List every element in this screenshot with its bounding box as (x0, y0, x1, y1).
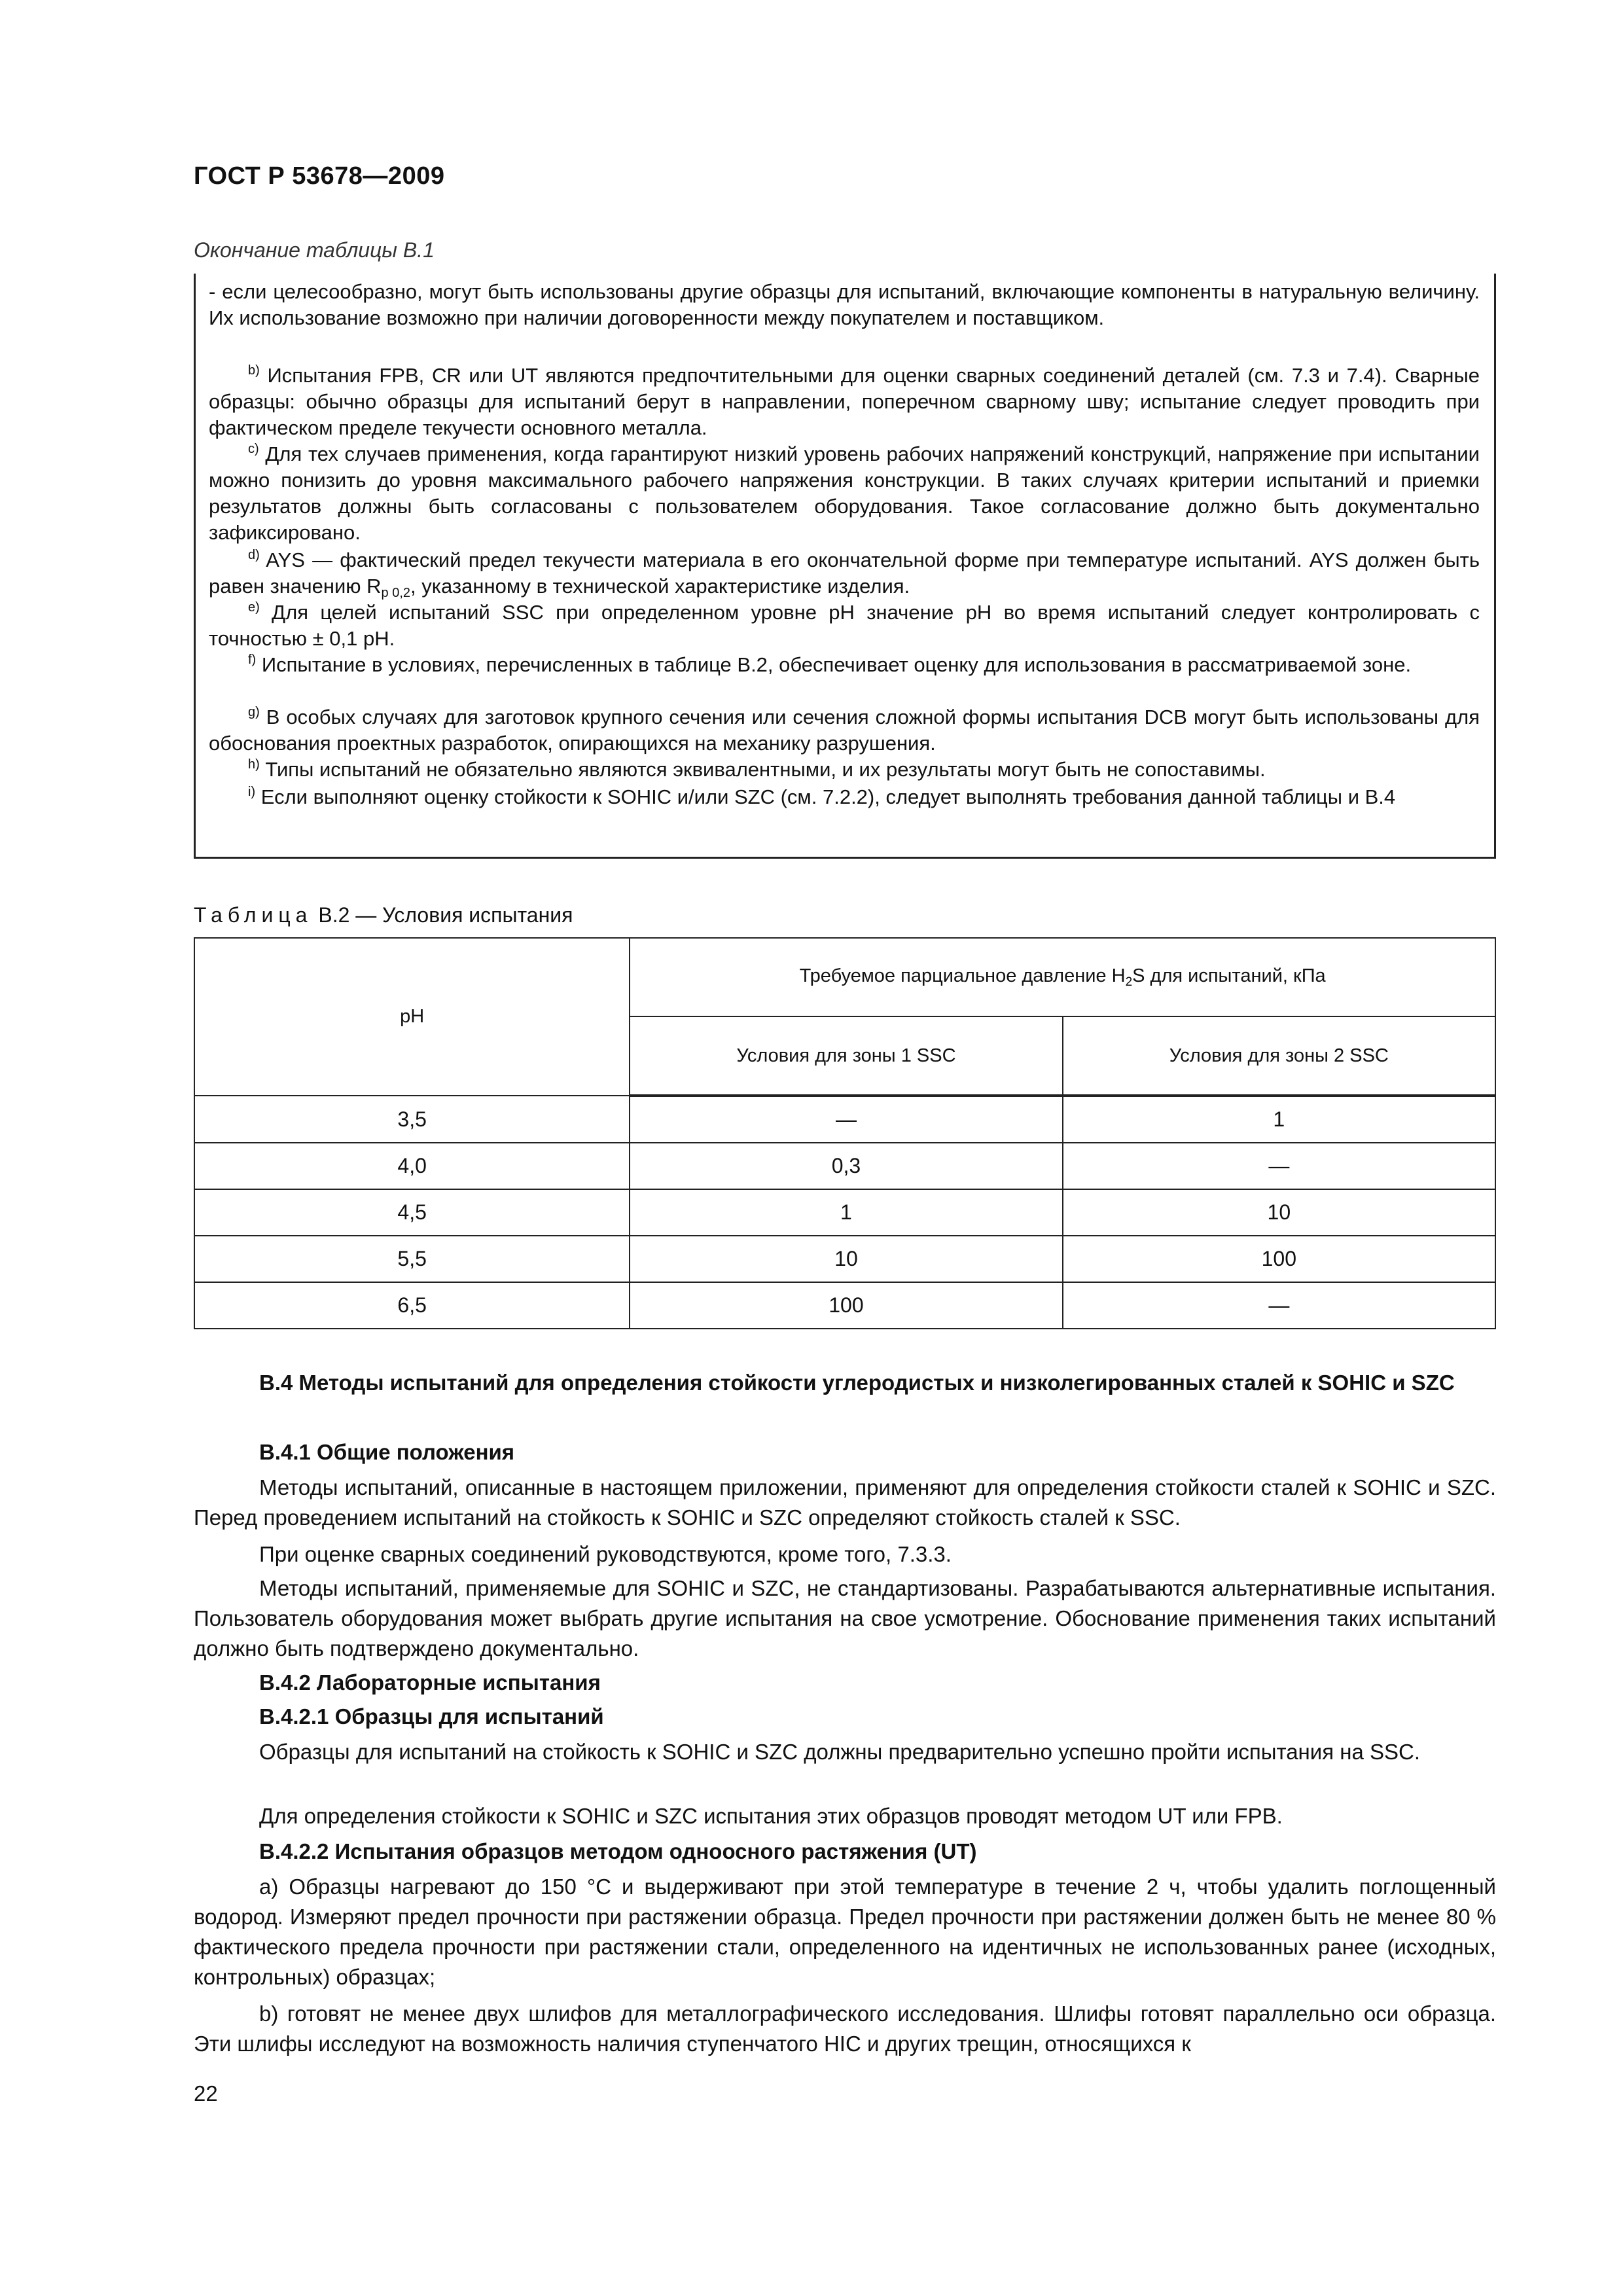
table-row (194, 1236, 1495, 1282)
note-e (209, 594, 1480, 652)
table-row (194, 1096, 1495, 1143)
cell-zone1: — (630, 1096, 1062, 1143)
note-h-text: Типы испытаний не обязательно являются эквивалентными, и их результаты могут быть не сопоставимы. (265, 758, 1266, 781)
paragraph-not-standardized: Методы испытаний, применяемые для SOHIC и SZC, не стандартизованы. Разрабатываются альтернативные испытания. Пользователь оборудования может выбрать другие испытания на свое усмотрение. Обоснование применения таких испытаний должно быть подтверждено документально. (194, 1576, 1496, 1660)
cell-zone1: 10 (630, 1236, 1062, 1282)
header-pressure-subscript: 2 (1125, 975, 1133, 989)
note-g (209, 699, 1480, 757)
cell-zone2: 1 (1063, 1096, 1495, 1143)
header-zone2: Условия для зоны 2 SSC (1063, 1016, 1495, 1096)
note-f-marker: f) (248, 653, 257, 667)
page-number: 22 (194, 2081, 218, 2106)
note-d-text-end: , указанному в технической характеристике изделия. (410, 575, 910, 598)
note-d-marker: d) (248, 548, 260, 562)
cell-zone1: 100 (630, 1282, 1062, 1329)
table-row (194, 1282, 1495, 1329)
cell-ph: 4,5 (194, 1189, 630, 1236)
cell-ph: 6,5 (194, 1282, 630, 1329)
note-h (209, 751, 1480, 783)
note-h-marker: h) (248, 757, 260, 772)
section-b422-heading: В.4.2.2 Испытания образцов методом одноосного растяжения (UT) (259, 1839, 977, 1863)
header-zone1: Условия для зоны 1 SSC (630, 1016, 1062, 1096)
header-pressure-text: Требуемое парциальное давление H (799, 965, 1126, 986)
note-g-marker: g) (248, 705, 260, 719)
paragraph-methods: Методы испытаний, описанные в настоящем приложении, применяют для определения стойкости сталей к SOHIC и SZC. Перед проведением испытаний на стойкость к SOHIC и SZC определяют стойкость сталей к SSC. (194, 1475, 1496, 1530)
note-b (209, 357, 1480, 441)
note-d-text: AYS — фактический предел текучести материала в его окончательной форме при температуре испытаний. AYS должен быть равен значению R (209, 548, 1480, 598)
note-g-text: В особых случаях для заготовок крупного сечения или сечения сложной формы испытания DCB могут быть использованы для обоснования проектных разработок, опирающихся на механику разрушения. (209, 706, 1480, 755)
note-i-marker: i) (248, 785, 256, 799)
section-b421-heading: В.4.2.1 Образцы для испытаний (259, 1704, 604, 1729)
cell-ph: 4,0 (194, 1143, 630, 1189)
note-i (209, 779, 1480, 810)
table-b2-caption (194, 903, 573, 927)
table-b1-notes (194, 274, 1496, 859)
paragraph-item-a: а) Образцы нагревают до 150 °С и выдерживают при этой температуре в течение 2 ч, чтобы удалить поглощенный водород. Измеряют предел прочности при растяжении образца. Предел прочности при растяжении должен быть не менее 80 % фактического предела прочности при растяжении стали, определенного на идентичных не использованных ранее (исходных, контрольных) образцах; (194, 1874, 1496, 1989)
note-b-marker: b) (248, 363, 260, 378)
paragraph-welded-joints: При оценке сварных соединений руководствуются, кроме того, 7.3.3. (259, 1542, 952, 1566)
test-conditions-table (194, 937, 1496, 1329)
note-intro: - если целесообразно, могут быть использованы другие образцы для испытаний, включающие компоненты в натуральную величину. Их использование возможно при наличии договоренности между покупателем и поставщиком. (209, 280, 1480, 329)
note-b-text: Испытания FPB, CR или UT являются предпочтительными для оценки сварных соединений деталей (см. 7.3 и 7.4). Сварные образцы: обычно образцы для испытаний берут в направлении, поперечном сварному шву; испытание следует проводить при фактическом пределе текучести основного металла. (209, 364, 1480, 439)
header-pressure-text-end: S для испытаний, кПа (1132, 965, 1326, 986)
note-f-text: Испытание в условиях, перечисленных в таблице В.2, обеспечивает оценку для использования в рассматриваемой зоне. (261, 653, 1412, 676)
table-row (194, 1143, 1495, 1189)
paragraph-specimens: Образцы для испытаний на стойкость к SOHIC и SZC должны предварительно успешно пройти испытания на SSC. (259, 1740, 1421, 1764)
note-i-text: Если выполняют оценку стойкости к SOHIC и/или SZC (см. 7.2.2), следует выполнять требования данной таблицы и В.4 (260, 785, 1396, 808)
cell-zone2: 100 (1063, 1236, 1495, 1282)
note-f (209, 647, 1480, 678)
cell-zone2: — (1063, 1282, 1495, 1329)
note-c-text: Для тех случаев применения, когда гарантируют низкий уровень рабочих напряжений конструкций, напряжение при испытании можно понизить до уровня максимального рабочего напряжения конструкции. В таких случаях критерии испытаний и приемки результатов должны быть согласованы с пользователем оборудования. Такое согласование должно быть документально зафиксировано. (209, 442, 1480, 544)
header-ph: pH (194, 938, 630, 1096)
table-row (194, 1189, 1495, 1236)
section-b41-heading: В.4.1 Общие положения (259, 1440, 515, 1464)
table-continuation-label: Окончание таблицы В.1 (194, 238, 435, 262)
note-e-text: Для целей испытаний SSC при определенном уровне pH значение pH во время испытаний следует контролировать с точностью ± 0,1 pH. (209, 601, 1480, 650)
note-c-marker: c) (248, 442, 259, 456)
document-code: ГОСТ Р 53678—2009 (194, 162, 445, 190)
table-caption-word: Таблица (194, 903, 313, 927)
note-c (209, 436, 1480, 546)
cell-zone1: 0,3 (630, 1143, 1062, 1189)
cell-ph: 3,5 (194, 1096, 630, 1143)
cell-zone2: 10 (1063, 1189, 1495, 1236)
section-b4-heading: В.4 Методы испытаний для определения стойкости углеродистых и низколегированных сталей к SOHIC и SZC (259, 1371, 1455, 1395)
table-caption-title: В.2 — Условия испытания (318, 903, 573, 927)
cell-zone1: 1 (630, 1189, 1062, 1236)
note-d-subscript: p 0,2 (381, 586, 411, 600)
header-h2s-pressure (630, 938, 1495, 1016)
section-b42-heading: В.4.2 Лабораторные испытания (259, 1670, 601, 1695)
cell-ph: 5,5 (194, 1236, 630, 1282)
cell-zone2: — (1063, 1143, 1495, 1189)
paragraph-ut-fpb: Для определения стойкости к SOHIC и SZC испытания этих образцов проводят методом UT или FPB. (259, 1804, 1283, 1828)
note-e-marker: e) (248, 600, 260, 615)
paragraph-item-b: b) готовят не менее двух шлифов для металлографического исследования. Шлифы готовят параллельно оси образца. Эти шлифы исследуют на возможность наличия ступенчатого HIC и других трещин, относящихся к (194, 2001, 1496, 2056)
